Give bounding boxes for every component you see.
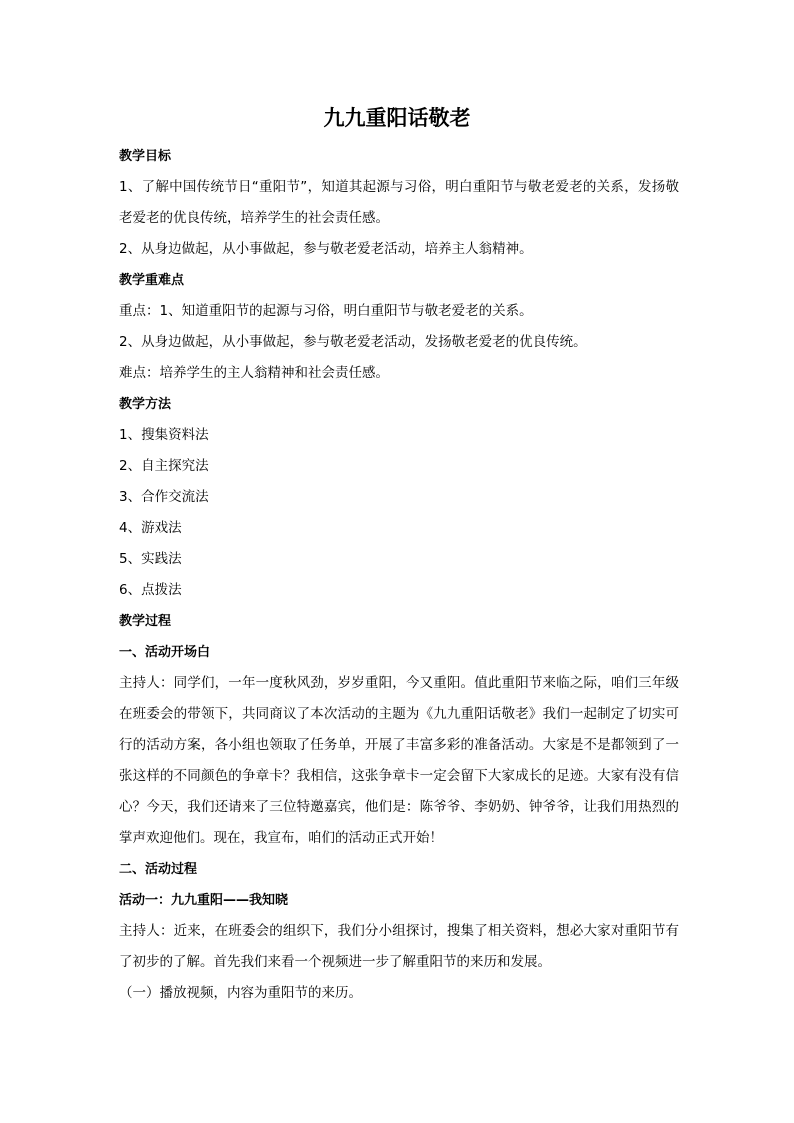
method-item: 6、点拨法 <box>119 582 182 598</box>
goal-item-2: 2、从身边做起，从小事做起，参与敬老爱老活动，培养主人翁精神。 <box>119 241 533 257</box>
activity-one-paragraph: 主持人：近来，在班委会的组织下，我们分小组探讨，搜集了相关资料，想必大家对重阳节有了初步的了解。首先我们来看一个视频进一步了解重阳节的来历和发展。 <box>119 923 679 970</box>
subsection-heading-activity-process: 二、活动过程 <box>119 862 198 877</box>
section-heading-process: 教学过程 <box>119 614 172 629</box>
method-item: 5、实践法 <box>119 551 182 567</box>
section-heading-key-points: 教学重难点 <box>119 273 185 288</box>
method-item: 1、搜集资料法 <box>119 427 209 443</box>
goal-item-1: 1、了解中国传统节日“重阳节”，知道其起源与习俗，明白重阳节与敬老爱老的关系，发扬敬老爱老的优良传统，培养学生的社会责任感。 <box>119 179 679 226</box>
section-heading-methods: 教学方法 <box>119 397 172 412</box>
document-title: 九九重阳话敬老 <box>323 106 471 130</box>
method-item: 2、自主探究法 <box>119 458 209 474</box>
subsection-heading-opening: 一、活动开场白 <box>119 645 211 660</box>
section-heading-goals: 教学目标 <box>119 149 172 164</box>
opening-paragraph: 主持人：同学们，一年一度秋风劲，岁岁重阳，今又重阳。值此重阳节来临之际，咱们三年级在班委会的带领下，共同商议了本次活动的主题为《九九重阳话敬老》我们一起制定了切实可行的活动方案，各小组也领取了任务单，开展了丰富多彩的准备活动。大家是不是都领到了一张这样的不同颜色的争章卡？我相信，这张争章卡一定会留下大家成长的足迹。大家有没有信心？今天，我们还请来了三位特邀嘉宾，他们是：陈爷爷、李奶奶、钟爷爷，让我们用热烈的掌声欢迎他们。现在，我宣布，咱们的活动正式开始！ <box>119 675 679 846</box>
activity-one-heading: 活动一：九九重阳——我知晓 <box>119 893 289 908</box>
document-body <box>119 141 679 1009</box>
method-item: 3、合作交流法 <box>119 489 209 505</box>
activity-one-step: （一）播放视频，内容为重阳节的来历。 <box>119 985 362 1001</box>
key-point-1: 重点：1、知道重阳节的起源与习俗，明白重阳节与敬老爱老的关系。 <box>119 303 533 319</box>
key-point-2: 2、从身边做起，从小事做起，参与敬老爱老活动，发扬敬老爱老的优良传统。 <box>119 334 587 350</box>
difficulty-point: 难点：培养学生的主人翁精神和社会责任感。 <box>119 365 389 381</box>
method-item: 4、游戏法 <box>119 520 182 536</box>
